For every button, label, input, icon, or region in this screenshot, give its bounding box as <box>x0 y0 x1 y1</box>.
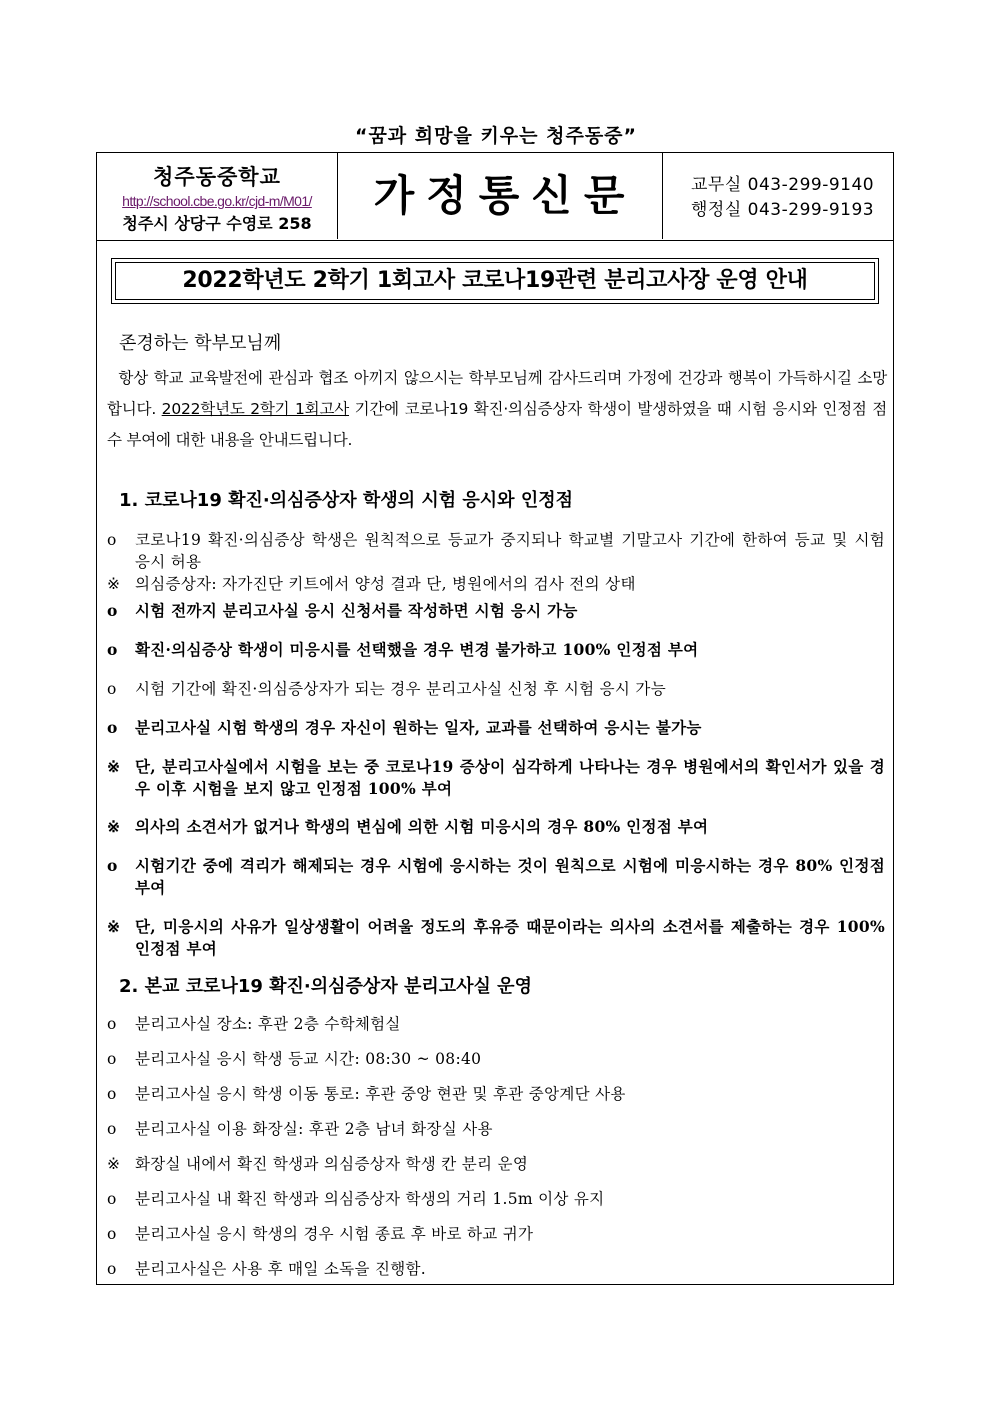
intro-paragraph <box>107 363 887 456</box>
school-name: 청주동중학교 <box>153 165 281 189</box>
section-1-item: ※ 의사의 소견서가 없거나 학생의 변심에 의한 시험 미응시의 경우 80% 인정점 부여 <box>107 817 709 836</box>
notice-title: 2022학년도 2학기 1회고사 코로나19관련 분리고사장 운영 안내 <box>115 262 875 300</box>
intro-exam-period: 2022학년도 2학기 1회고사 <box>161 400 350 418</box>
section-2-item: o 분리고사실 장소: 후관 2층 수학체험실 <box>107 1015 401 1033</box>
newsletter-frame <box>96 152 894 1285</box>
contact-info <box>663 153 893 239</box>
contact-admin-office: 행정실 043-299-9193 <box>691 200 875 220</box>
school-address: 청주시 상당구 수영로 258 <box>122 214 312 233</box>
section-2-item: o 분리고사실 응시 학생의 경우 시험 종료 후 바로 하교 귀가 <box>107 1225 534 1243</box>
section-1-item: o 시험 전까지 분리고사실 응시 신청서를 작성하면 시험 응시 가능 <box>107 601 578 620</box>
school-url-link[interactable]: http://school.cbe.go.kr/cjd-m/M01/ <box>122 193 312 209</box>
school-slogan: “꿈과 희망을 키우는 청주동중” <box>354 125 638 147</box>
notice-title-box <box>111 258 879 304</box>
section-1-item: o 시험기간 중에 격리가 해제되는 경우 시험에 응시하는 것이 원칙으로 시험에 미응시하는 경우 80% 인정점 부여 <box>107 856 885 897</box>
intro-text-2: 기간에 코로나19 확진·의심증상자 학생이 발생하였을 때 시험 응시와 인정점 점수 부여에 대한 내용을 안내드립니다. <box>107 400 888 449</box>
section-1-item: o 코로나19 확진·의심증상 학생은 원칙적으로 등교가 중지되나 학교별 기말고사 기간에 한하여 등교 및 시험 응시 허용 <box>107 531 885 571</box>
contact-academic-office: 교무실 043-299-9140 <box>691 175 875 195</box>
section-1-item: o 확진·의심증상 학생이 미응시를 선택했을 경우 변경 불가하고 100% 인정점 부여 <box>107 640 699 659</box>
section-2-item: o 분리고사실 응시 학생 등교 시간: 08:30 ~ 08:40 <box>107 1050 482 1068</box>
intro-text-1: 항상 학교 교육발전에 관심과 협조 아끼지 않으시는 학부모님께 감사드리며 가정에 건강과 행복이 가득하시길 소망합니다. <box>107 369 887 418</box>
section-2-item: o 분리고사실은 사용 후 매일 소독을 진행함. <box>107 1260 427 1278</box>
newsletter-header <box>97 153 893 241</box>
section-1-item: ※ 단, 미응시의 사유가 일상생활이 어려울 정도의 후유증 때문이라는 의사의 소견서를 제출하는 경우 100% 인정점 부여 <box>107 917 885 958</box>
section-1-title: 1. 코로나19 확진·의심증상자 학생의 시험 응시와 인정점 <box>119 490 573 511</box>
section-1-item: o 분리고사실 시험 학생의 경우 자신이 원하는 일자, 교과를 선택하여 응시는 불가능 <box>107 718 702 737</box>
section-2-item: ※ 화장실 내에서 확진 학생과 의심증상자 학생 칸 분리 운영 <box>107 1155 529 1173</box>
section-2-item: o 분리고사실 내 확진 학생과 의심증상자 학생의 거리 1.5m 이상 유지 <box>107 1190 605 1208</box>
newsletter-title: 가정통신문 <box>373 171 637 220</box>
section-2-item: o 분리고사실 응시 학생 이동 통로: 후관 중앙 현관 및 후관 중앙계단 사용 <box>107 1085 626 1103</box>
section-2-item: o 분리고사실 이용 화장실: 후관 2층 남녀 화장실 사용 <box>107 1120 493 1138</box>
section-1-item: ※ 의심증상자: 자가진단 키트에서 양성 결과 단, 병원에서의 검사 전의 상태 <box>107 575 636 593</box>
section-1-item: ※ 단, 분리고사실에서 시험을 보는 중 코로나19 증상이 심각하게 나타나는 경우 병원에서의 확인서가 있을 경우 이후 시험을 보지 않고 인정점 100% 부여 <box>107 757 885 798</box>
section-2-title: 2. 본교 코로나19 확진·의심증상자 분리고사실 운영 <box>119 976 532 997</box>
newsletter-title-cell <box>338 153 663 239</box>
greeting: 존경하는 학부모님께 <box>119 333 282 354</box>
school-info <box>97 153 338 239</box>
section-1-item: o 시험 기간에 확진·의심증상자가 되는 경우 분리고사실 신청 후 시험 응시 가능 <box>107 680 666 698</box>
